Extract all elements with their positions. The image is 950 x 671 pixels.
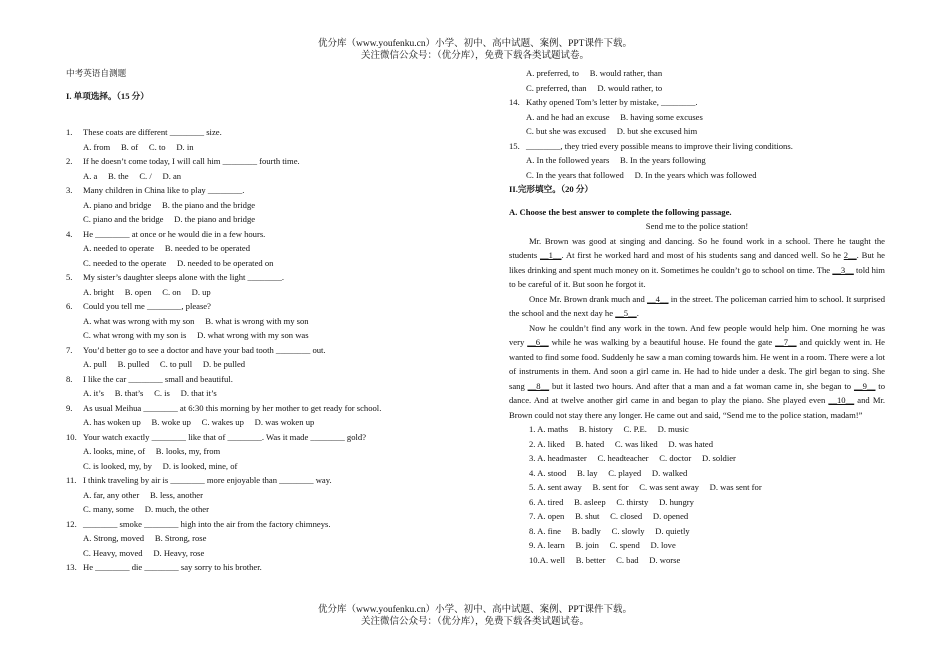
answer-choice-row: 4. A. stood B. lay C. played D. walked [529, 467, 688, 478]
question-options: A. what was wrong with my son B. what is wrong with my son [83, 315, 309, 326]
passage-text: but it lasted two hours. And after that a man and a fat woman came in, she began to [549, 380, 854, 391]
passage-paragraph-3 [509, 321, 885, 423]
question-options: A. a B. the C. / D. an [83, 170, 182, 181]
question-number: 8. [66, 373, 73, 384]
question-options: C. piano and the bridge D. the piano and bridge [83, 214, 256, 224]
question-item [66, 401, 436, 416]
answer-choice-row: 9. A. learn B. join C. spend D. love [529, 540, 676, 550]
question-options: A. from B. of C. to D. in [83, 141, 194, 152]
question-text: ________ smoke ________ high into the air from the factory chimneys. [83, 518, 331, 529]
question-options: C. In the years that followed D. In the years which was followed [526, 169, 757, 180]
question-options: C. many, some D. much, the other [83, 504, 209, 514]
question-text: I like the car ________ small and beautiful. [83, 373, 233, 384]
question-text: You’d better go to see a doctor and have your bad tooth ________ out. [83, 344, 326, 355]
doc-title: 中考英语自测题 [66, 68, 127, 78]
question-text: Many children in China like to play ________. [83, 185, 245, 195]
right-column [509, 66, 885, 567]
question-options: A. pull B. pulled C. to pull D. be pulled [83, 359, 246, 369]
answer-choice-row: 8. A. fine B. badly C. slowly D. quietly [529, 525, 690, 536]
passage-paragraph-1 [509, 234, 885, 292]
question-number: 12. [66, 518, 77, 529]
question-number: 9. [66, 402, 73, 413]
question-number: 7. [66, 344, 73, 355]
question-number: 4. [66, 228, 73, 239]
question-options: C. needed to the operate D. needed to be operated on [83, 257, 274, 268]
blank: __10__ [828, 395, 855, 405]
blank: __9__ [853, 380, 876, 391]
question-text: As usual Meihua ________ at 6:30 this morning by her mother to get ready for school. [83, 402, 382, 413]
answer-choice-row: 2. A. liked B. hated C. was liked D. was hated [529, 438, 714, 449]
answer-choices [509, 422, 885, 567]
question-options: A. In the followed years B. In the years following [526, 155, 706, 165]
question-number: 5. [66, 272, 73, 282]
question-item [66, 125, 436, 140]
question-options: A. and he had an excuse B. having some excuses [526, 111, 703, 122]
passage-text: . At first he worked hard and most of his students sang and danced well. So he [561, 250, 844, 260]
passage-text: Now he couldn’t find any work in the town. And few people would help him. One morning he was very [509, 322, 885, 347]
blank: __5__ [615, 308, 637, 318]
question-options: C. preferred, than D. would rather, to [526, 82, 663, 93]
question-text: These coats are different ________ size. [83, 127, 222, 137]
passage-text: to dance. And at twelve another girl came in and began to play the piano. She played even [509, 380, 885, 405]
question-number: 1. [66, 127, 73, 137]
question-text: If he doesn’t come today, I will call him ________ fourth time. [83, 156, 300, 166]
question-item [66, 372, 436, 387]
section-2-label: II.完形填空。（20 分） [509, 184, 594, 194]
passage-text: Once Mr. Brown drank much and [529, 293, 648, 304]
question-text: My sister’s daughter sleeps alone with the light ________. [83, 272, 285, 282]
question-text: Your watch exactly ________ like that of ________. Was it made ________ gold? [83, 431, 367, 442]
question-options: A. it’s B. that’s C. is D. that it’s [83, 388, 217, 398]
question-options: A. bright B. open C. on D. up [83, 286, 211, 297]
page-footer [0, 604, 950, 628]
question-text: ________, they tried every possible means to improve their living conditions. [526, 140, 793, 151]
question-text: He ________ die ________ say sorry to his brother. [83, 562, 262, 572]
question-item [509, 95, 885, 110]
blank: __8__ [527, 380, 550, 391]
passage-text: in the street. The policeman carried him to school. It surprised the school and the next day he [509, 293, 885, 318]
left-column [66, 66, 436, 575]
passage-text: and Mr. Brown could not stay there any longer. He came out and said, “Send me to the police station, madam!” [509, 395, 886, 420]
blank: __1__ [540, 250, 562, 260]
question-number: 6. [66, 301, 73, 311]
question-options: A. looks, mine, of B. looks, my, from [83, 446, 221, 456]
footer-line-1: 优分库（www.youfenku.cn）小学、初中、高中试题、案例、PPT课件下载。 [318, 605, 632, 615]
answer-choice-row: 1. A. maths B. history C. P.E. D. music [529, 424, 689, 434]
question-text: He ________ at once or he would die in a few hours. [83, 228, 266, 239]
answer-choice-row: 5. A. sent away B. sent for C. was sent away D. was sent for [529, 482, 762, 492]
question-item [66, 183, 436, 198]
blank: __6__ [527, 337, 549, 347]
question-number: 3. [66, 185, 73, 195]
answer-choice-row: 7. A. open B. shut C. closed D. opened [529, 511, 689, 521]
question-options: C. but she was excused D. but she excused him [526, 126, 698, 136]
question-options: C. Heavy, moved D. Heavy, rose [83, 547, 205, 558]
passage-title: Send me to the police station! [645, 221, 749, 231]
passage-text: told him to be careful of it. But soon he forgot it. [509, 264, 885, 289]
header-line-1: 优分库（www.youfenku.cn）小学、初中、高中试题、案例、PPT课件下载。 [318, 39, 632, 49]
question-list [66, 125, 436, 575]
question-item [66, 227, 436, 242]
question-number: 10. [66, 431, 77, 442]
question-number: 15. [509, 140, 520, 151]
question-text: I think traveling by air is ________ more enjoyable than ________ way. [83, 475, 332, 485]
question-options: A. far, any other B. less, another [83, 489, 203, 500]
question-item [66, 270, 436, 285]
passage-text: while he was walking by a beautiful house. He found the gate [548, 337, 776, 347]
section-2-instruction: A. Choose the best answer to complete the following passage. [509, 206, 732, 217]
question-text: Could you tell me ________, please? [83, 301, 211, 311]
header-line-2: 关注微信公众号：（优分库），免费下载各类试题试卷。 [360, 51, 589, 61]
question-options: C. what wrong with my son is D. what wrong with my son was [83, 330, 309, 340]
question-item [66, 517, 436, 532]
blank: __4__ [647, 293, 669, 304]
question-item [66, 473, 436, 488]
question-item [66, 343, 436, 358]
blank: 2__ [843, 250, 857, 260]
passage-paragraph-2 [509, 292, 885, 321]
question-list-right [509, 95, 885, 182]
answer-choice-row: 10.A. well B. better C. bad D. worse [529, 554, 681, 565]
question-number: 14. [509, 97, 520, 107]
question-item [66, 560, 436, 575]
question-number: 2. [66, 156, 73, 166]
question-13-options [509, 66, 885, 95]
footer-line-2: 关注微信公众号：（优分库），免费下载各类试题试卷。 [360, 617, 589, 627]
passage-text: . But he likes drinking and spent much money on it. Sometimes he couldn’t go to school on time. The [509, 250, 885, 275]
question-number: 13. [66, 562, 77, 572]
question-options: A. preferred, to B. would rather, than [526, 68, 663, 78]
blank: __3__ [832, 264, 854, 275]
question-number: 11. [66, 475, 77, 485]
question-item [66, 299, 436, 314]
question-options: A. needed to operate B. needed to be operated [83, 243, 251, 253]
question-item [66, 430, 436, 445]
question-text: Kathy opened Tom’s letter by mistake, ________. [526, 97, 698, 107]
question-options: A. has woken up B. woke up C. wakes up D. was woken up [83, 417, 315, 427]
question-options: C. is looked, my, by D. is looked, mine, of [83, 460, 238, 471]
question-options: A. piano and bridge B. the piano and the bridge [83, 199, 256, 210]
blank: __7__ [775, 337, 797, 347]
answer-choice-row: 6. A. tired B. asleep C. thirsty D. hungry [529, 496, 694, 507]
question-options: A. Strong, moved B. Strong, rose [83, 533, 207, 543]
question-item [509, 139, 885, 154]
passage-text: Mr. Brown was good at singing and dancing. So he found work in a school. There he taught the students [509, 235, 885, 260]
passage-text: . [636, 308, 639, 318]
question-item [66, 154, 436, 169]
section-1-label: I. 单项选择。（15 分） [66, 90, 149, 101]
page-header [0, 38, 950, 62]
passage-text: and quickly went in. He wanted to find some food. Suddenly he saw a man coming towards him. He went in a room. There were a lot of instruments in them. And soon a girl came in. He had to hide under a desk. The girl began to sing. She sang [509, 337, 885, 391]
answer-choice-row: 3. A. headmaster C. headteacher C. doctor D. soldier [529, 453, 736, 463]
